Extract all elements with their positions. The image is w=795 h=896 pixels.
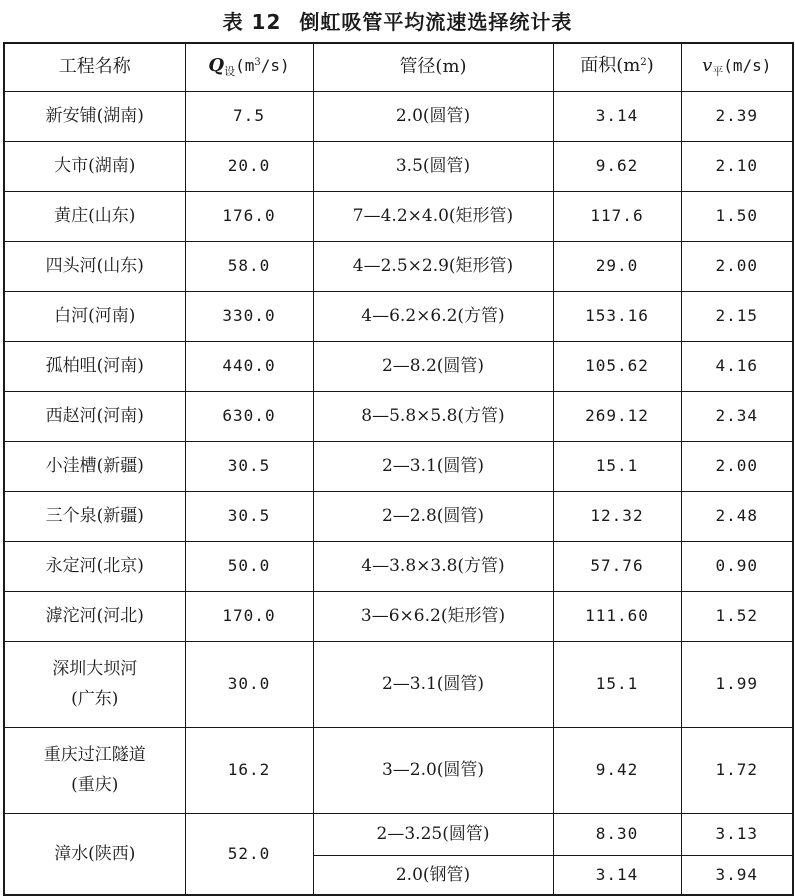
- header-area: 面积$(m^2)$: [553, 43, 681, 91]
- area-value: 29.0: [553, 241, 681, 291]
- area-value: 105.62: [553, 341, 681, 391]
- pipe-spec: 4—6.2×6.2(方管): [313, 291, 553, 341]
- area-value: 9.62: [553, 141, 681, 191]
- project-name: 三个泉(新疆): [4, 491, 185, 541]
- velocity-value: 2.00: [681, 441, 793, 491]
- table-row: [4, 491, 793, 541]
- pipe-spec: 4—3.8×3.8(方管): [313, 541, 553, 591]
- table-number: 表 12: [222, 10, 282, 34]
- table-row: [4, 141, 793, 191]
- velocity-value: 0.90: [681, 541, 793, 591]
- pipe-spec: 2—8.2(圆管): [313, 341, 553, 391]
- area-value: 8.30: [553, 813, 681, 855]
- velocity-symbol: v: [702, 55, 713, 77]
- table-row: [4, 591, 793, 641]
- project-name: 西赵河(河南): [4, 391, 185, 441]
- pipe-spec: 2—3.1(圆管): [313, 441, 553, 491]
- table-row: [4, 191, 793, 241]
- pipe-spec: 2.0(圆管): [313, 91, 553, 141]
- project-name: 黄庄(山东): [4, 191, 185, 241]
- table-row: [4, 91, 793, 141]
- project-name: 白河(河南): [4, 291, 185, 341]
- project-name: 滹沱河(河北): [4, 591, 185, 641]
- flow-value: 52.0: [185, 813, 313, 895]
- project-name: 四头河(山东): [4, 241, 185, 291]
- pipe-spec: 7—4.2×4.0(矩形管): [313, 191, 553, 241]
- table-title: [0, 8, 795, 36]
- area-value: 3.14: [553, 91, 681, 141]
- project-name: 漳水(陕西): [4, 813, 185, 895]
- flow-value: 16.2: [185, 727, 313, 813]
- flow-value: 30.5: [185, 491, 313, 541]
- flow-value: 50.0: [185, 541, 313, 591]
- flow-value: 7.5: [185, 91, 313, 141]
- velocity-value: 4.16: [681, 341, 793, 391]
- area-value: 15.1: [553, 641, 681, 727]
- velocity-value: 1.99: [681, 641, 793, 727]
- project-name: 新安铺(湖南): [4, 91, 185, 141]
- area-value: 9.42: [553, 727, 681, 813]
- table-row: [4, 241, 793, 291]
- table-row: [4, 541, 793, 591]
- velocity-value: 2.00: [681, 241, 793, 291]
- flow-subscript: 设: [224, 64, 236, 78]
- velocity-value: 2.10: [681, 141, 793, 191]
- flow-velocity-table: [3, 42, 794, 896]
- velocity-value: 3.94: [681, 855, 793, 895]
- area-value: 111.60: [553, 591, 681, 641]
- table-row: [4, 341, 793, 391]
- header-row: [4, 43, 793, 91]
- flow-value: 330.0: [185, 291, 313, 341]
- area-value: 269.12: [553, 391, 681, 441]
- table-row: [4, 813, 793, 855]
- flow-value: 58.0: [185, 241, 313, 291]
- project-name: 重庆过江隧道 (重庆): [4, 727, 185, 813]
- pipe-spec: 3—2.0(圆管): [313, 727, 553, 813]
- project-name: 大市(湖南): [4, 141, 185, 191]
- table-row: [4, 727, 793, 813]
- velocity-value: 1.72: [681, 727, 793, 813]
- project-name: 孤柏咀(河南): [4, 341, 185, 391]
- flow-value: 30.5: [185, 441, 313, 491]
- velocity-value: 2.48: [681, 491, 793, 541]
- project-name: 深圳大坝河 (广东): [4, 641, 185, 727]
- header-diameter: 管径(m): [313, 43, 553, 91]
- area-value: 15.1: [553, 441, 681, 491]
- table-row: [4, 441, 793, 491]
- table-row: [4, 291, 793, 341]
- pipe-spec: 4—2.5×2.9(矩形管): [313, 241, 553, 291]
- flow-symbol: Q: [208, 54, 225, 76]
- table-row: [4, 391, 793, 441]
- pipe-spec: 3.5(圆管): [313, 141, 553, 191]
- velocity-value: 2.34: [681, 391, 793, 441]
- table-title-text: 倒虹吸管平均流速选择统计表: [299, 10, 573, 34]
- pipe-spec: 2—3.1(圆管): [313, 641, 553, 727]
- velocity-value: 2.39: [681, 91, 793, 141]
- pipe-spec: 2—3.25(圆管): [313, 813, 553, 855]
- table-row: [4, 641, 793, 727]
- pipe-spec: 2—2.8(圆管): [313, 491, 553, 541]
- project-name: 永定河(北京): [4, 541, 185, 591]
- velocity-value: 3.13: [681, 813, 793, 855]
- velocity-subscript: 平: [712, 65, 724, 79]
- flow-value: 30.0: [185, 641, 313, 727]
- flow-value: 20.0: [185, 141, 313, 191]
- header-flow: $Q_设(m^3/s)$: [185, 43, 313, 91]
- area-value: 57.76: [553, 541, 681, 591]
- project-name: 小洼槽(新疆): [4, 441, 185, 491]
- flow-value: 170.0: [185, 591, 313, 641]
- area-value: 3.14: [553, 855, 681, 895]
- header-project-name: 工程名称: [4, 43, 185, 91]
- area-value: 12.32: [553, 491, 681, 541]
- header-velocity: $v_平(m/s)$: [681, 43, 793, 91]
- area-value: 153.16: [553, 291, 681, 341]
- velocity-value: 1.52: [681, 591, 793, 641]
- pipe-spec: 8—5.8×5.8(方管): [313, 391, 553, 441]
- flow-value: 630.0: [185, 391, 313, 441]
- flow-value: 176.0: [185, 191, 313, 241]
- pipe-spec: 3—6×6.2(矩形管): [313, 591, 553, 641]
- flow-value: 440.0: [185, 341, 313, 391]
- pipe-spec: 2.0(钢管): [313, 855, 553, 895]
- velocity-value: 2.15: [681, 291, 793, 341]
- velocity-value: 1.50: [681, 191, 793, 241]
- area-value: 117.6: [553, 191, 681, 241]
